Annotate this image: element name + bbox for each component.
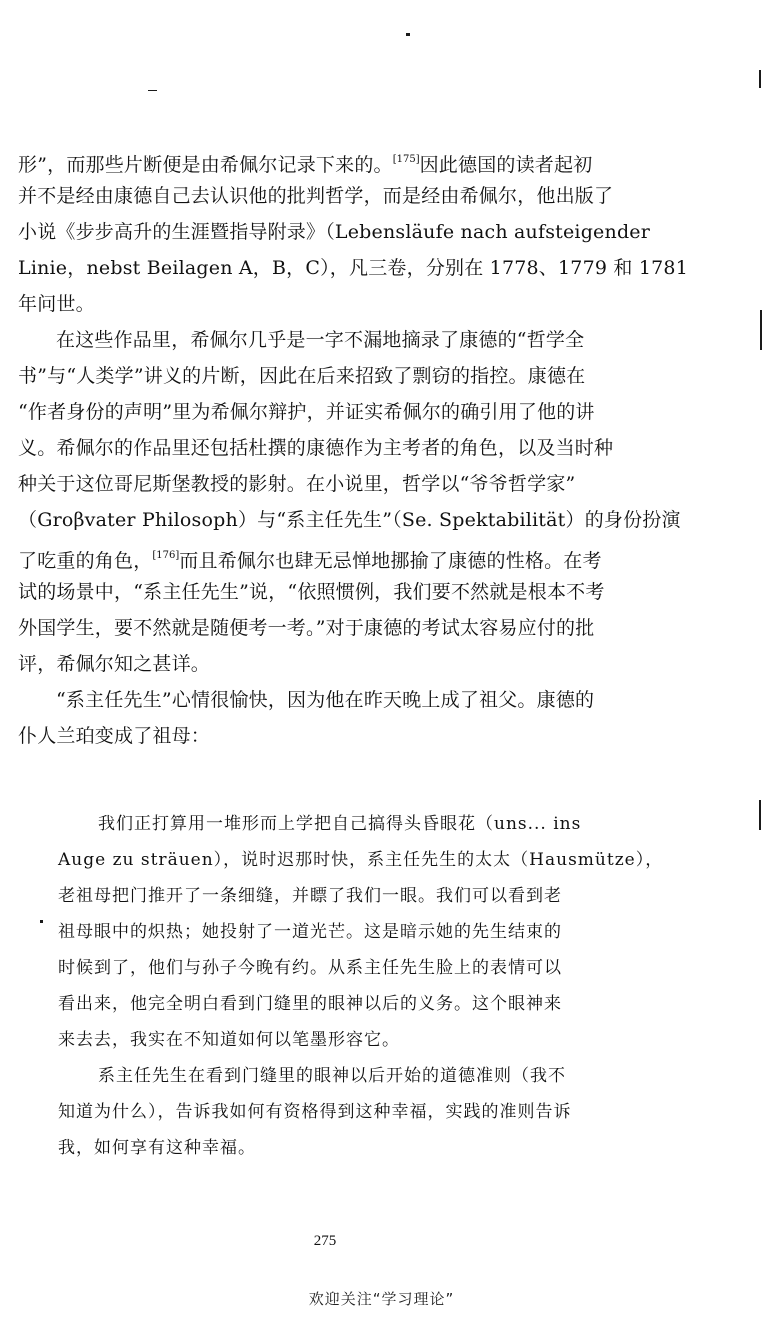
text-line: 评，希佩尔知之甚详。 [18, 653, 211, 675]
footnote-ref: [175] [392, 154, 420, 165]
text-line: 在这些作品里，希佩尔几乎是一字不漏地摘录了康德的“哲学全 [56, 329, 585, 351]
quote-line: 老祖母把门推开了一条细缝，并瞟了我们一眼。我们可以看到老 [58, 886, 562, 906]
text-line: 仆人兰珀变成了祖母： [18, 725, 211, 747]
scan-edge-mark [760, 310, 762, 350]
quote-line: 我们正打算用一堆形而上学把自己搞得头昏眼花（uns... ins [98, 814, 582, 834]
page-number: 275 [313, 1233, 337, 1249]
text-line: 小说《步步高升的生涯暨指导附录》（Lebensläufe nach aufsteigender [18, 221, 651, 243]
text-line: 并不是经由康德自己去认识他的批判哲学，而是经由希佩尔，他出版了 [18, 185, 614, 207]
quote-line: 我，如何享有这种幸福。 [58, 1138, 256, 1158]
text-line: 书”与“人类学”讲义的片断，因此在后来招致了剽窃的指控。康德在 [18, 365, 586, 387]
footer-note: 欢迎关注“学习理论” [308, 1290, 455, 1308]
scan-speck [148, 90, 157, 91]
quote-line: 看出来，他完全明白看到门缝里的眼神以后的义务。这个眼神来 [58, 994, 562, 1014]
text-line: “系主任先生”心情很愉快，因为他在昨天晚上成了祖父。康德的 [56, 689, 595, 711]
text-line: “作者身份的声明”里为希佩尔辩护，并证实希佩尔的确引用了他的讲 [18, 401, 595, 423]
scan-speck [40, 920, 43, 923]
quote-line: 知道为什么），告诉我如何有资格得到这种幸福，实践的准则告诉 [58, 1102, 572, 1122]
scan-edge-mark [759, 800, 761, 830]
scan-speck [406, 33, 410, 36]
text-line: Linie，nebst Beilagen A，B，C），凡三卷，分别在 1778、1779 和 1781 [18, 257, 688, 279]
text-line: 义。希佩尔的作品里还包括杜撰的康德作为主考者的角色，以及当时种 [18, 437, 614, 459]
text-line: 形”，而那些片断便是由希佩尔记录下来的。[175]因此德国的读者起初 [18, 154, 593, 176]
footnote-ref: [176] [152, 550, 180, 561]
quote-line: Auge zu sträuen），说时迟那时快，系主任先生的太太（Hausmütze）， [58, 850, 664, 870]
main-text [18, 142, 688, 754]
quote-line: 时候到了，他们与孙子今晚有约。从系主任先生脸上的表情可以 [58, 958, 562, 978]
block-quote [58, 806, 664, 1166]
text-line: （Groβvater Philosoph）与“系主任先生”（Se. Spektabilität）的身份扮演 [18, 509, 681, 531]
quote-line: 祖母眼中的炽热；她投射了一道光芒。这是暗示她的先生结束的 [58, 922, 562, 942]
quote-line: 来去去，我实在不知道如何以笔墨形容它。 [58, 1030, 400, 1050]
scan-edge-mark [759, 70, 761, 88]
text-line: 种关于这位哥尼斯堡教授的影射。在小说里，哲学以“爷爷哲学家” [18, 473, 576, 495]
text-line: 试的场景中，“系主任先生”说，“依照惯例，我们要不然就是根本不考 [18, 581, 605, 603]
text-line: 外国学生，要不然就是随便考一考。”对于康德的考试太容易应付的批 [18, 617, 595, 639]
quote-line: 系主任先生在看到门缝里的眼神以后开始的道德准则（我不 [98, 1066, 566, 1086]
text-line: 年问世。 [18, 293, 95, 315]
text-line: 了吃重的角色，[176]而且希佩尔也肆无忌惮地挪揄了康德的性格。在考 [18, 550, 602, 572]
